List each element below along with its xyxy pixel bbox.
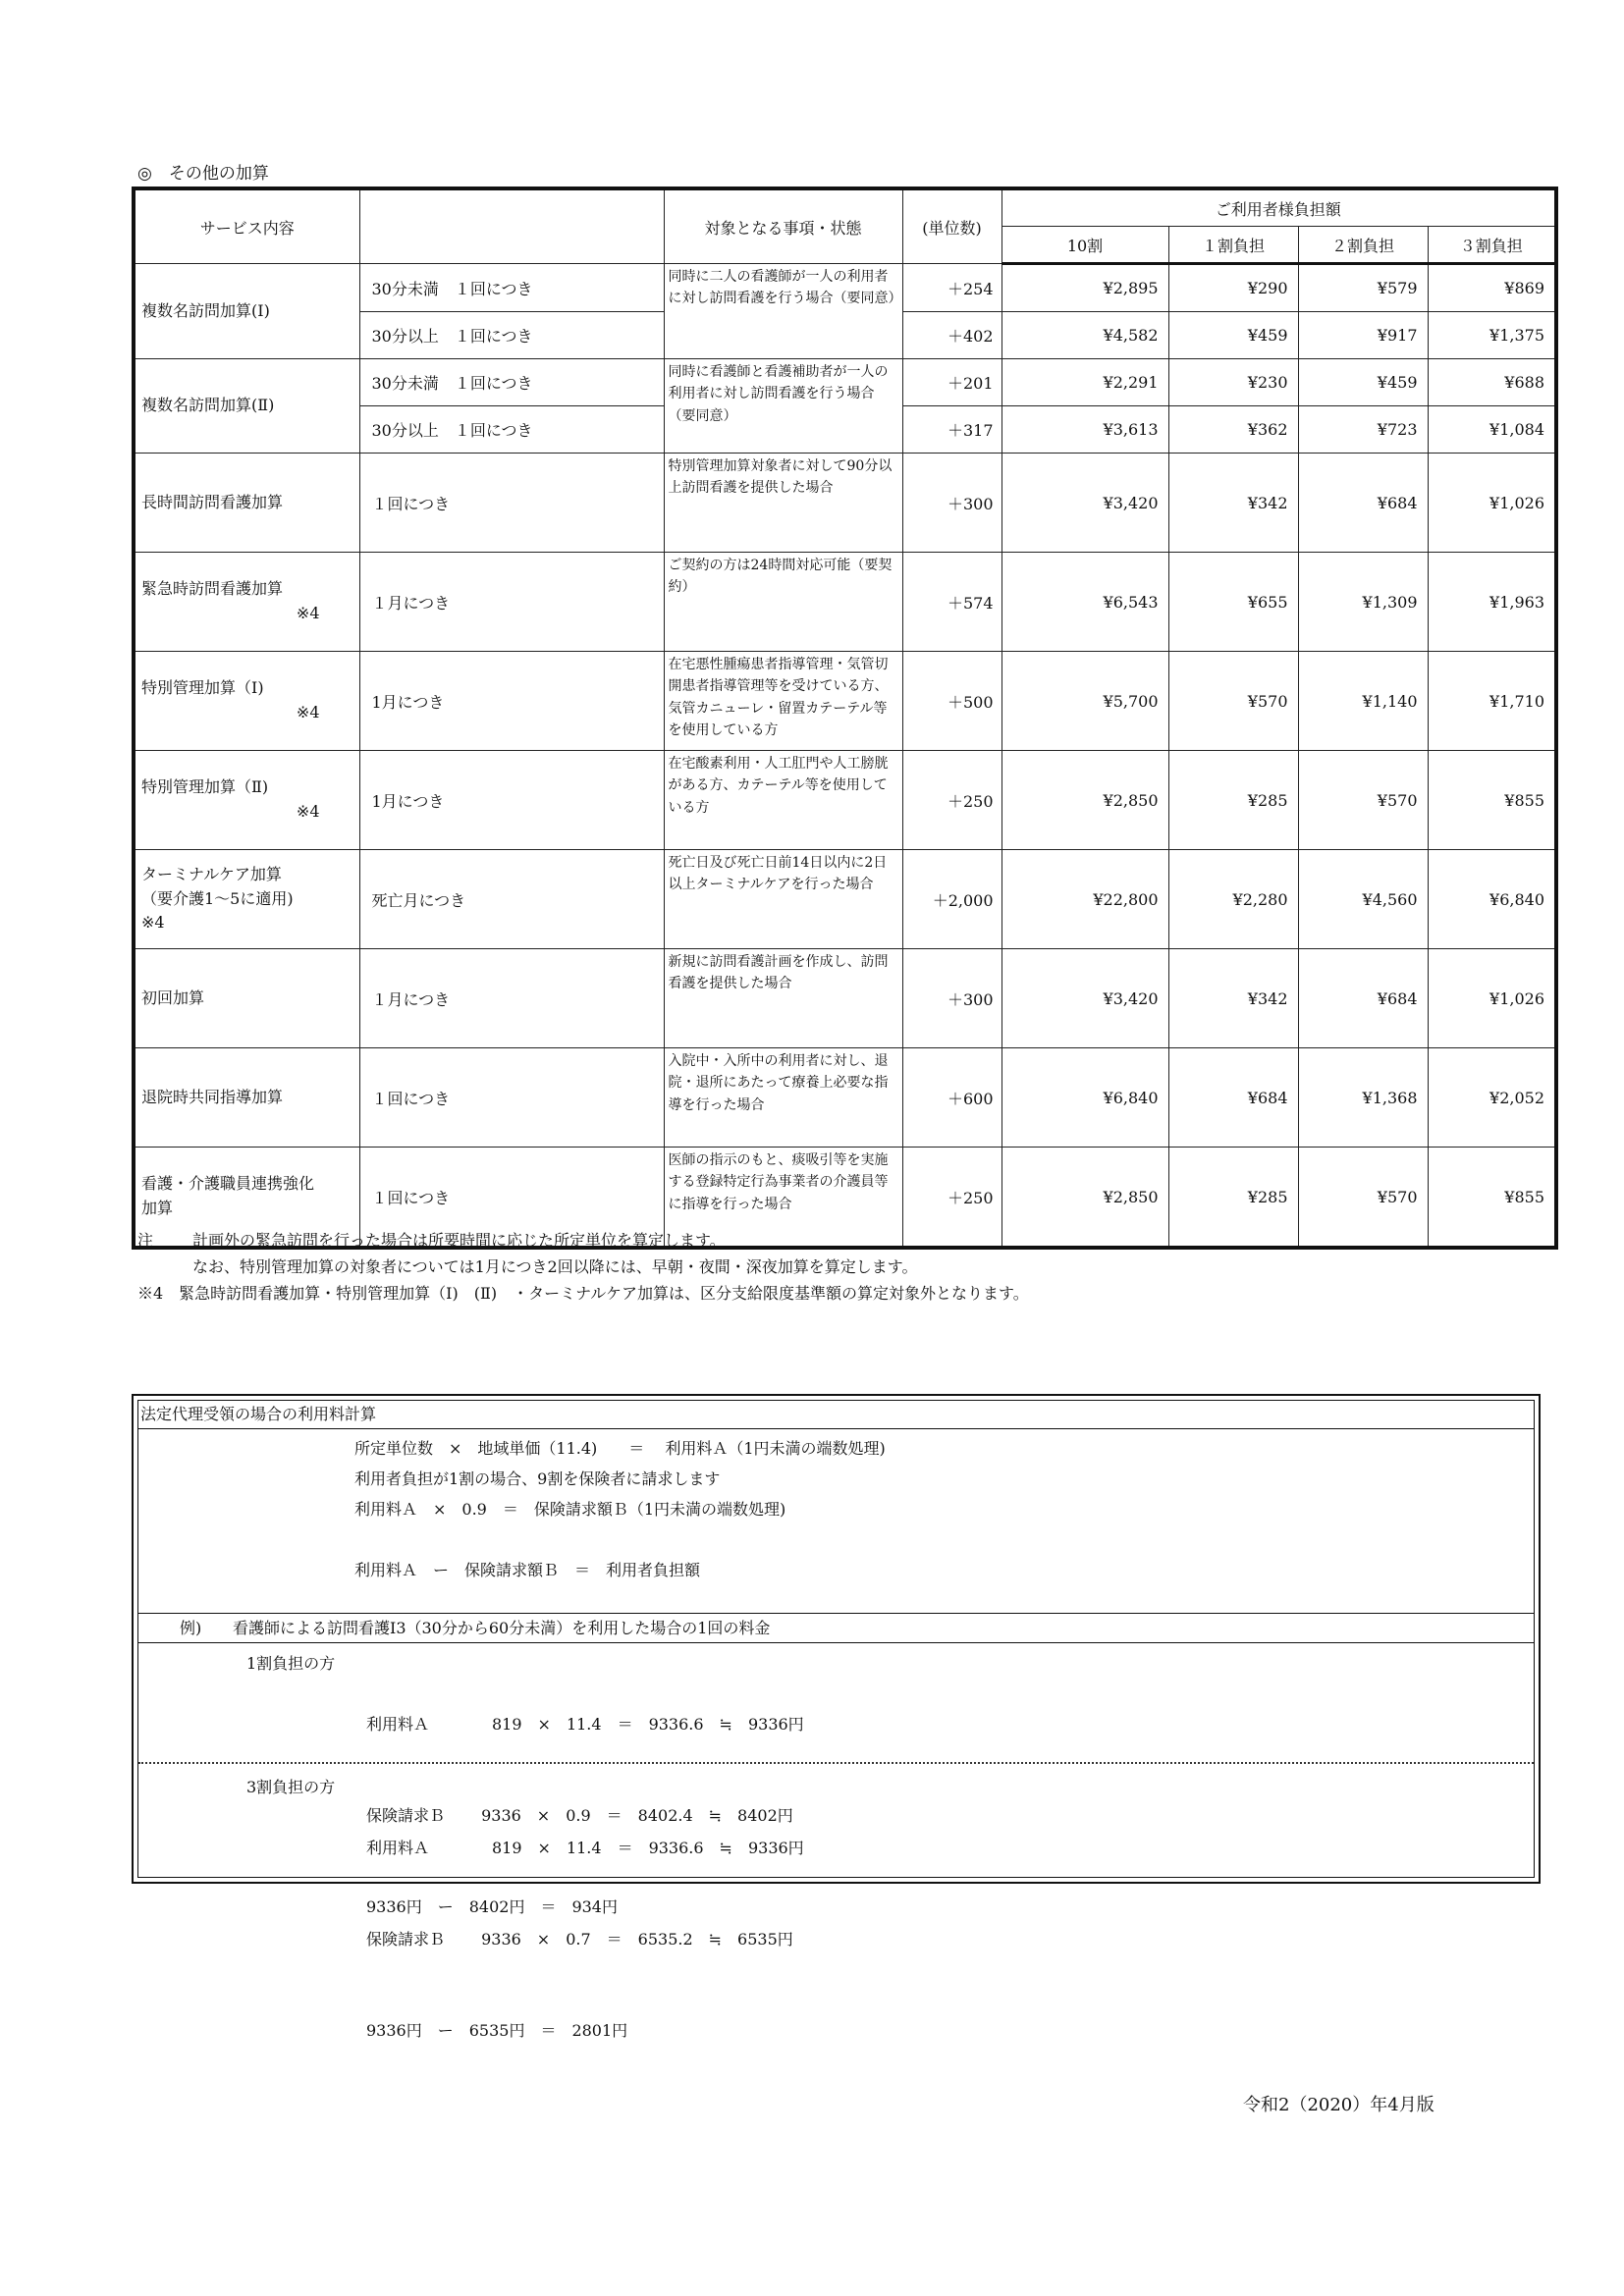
unit-cell: 1月につき [359, 652, 664, 751]
service-name: 退院時共同指導加算 [134, 1048, 359, 1148]
service-name: 特別管理加算（Ⅱ) ※4 [134, 751, 359, 850]
burden-1wari: ¥459 [1168, 312, 1298, 359]
example-header [138, 1613, 1534, 1643]
burden-10wari: ¥5,700 [1001, 652, 1168, 751]
burden-2wari: ¥1,368 [1298, 1048, 1428, 1148]
dotted-divider [138, 1762, 1534, 1764]
burden-3wari: ¥855 [1428, 751, 1556, 850]
burden-2wari: ¥723 [1298, 406, 1428, 454]
units-cell: ＋300 [902, 454, 1001, 553]
calc-line-3: 利用料Ａ × 0.9 ＝ 保険請求額Ｂ（1円未満の端数処理) [354, 1500, 786, 1519]
burden-3wari: ¥1,710 [1428, 652, 1556, 751]
header-3wari: ３割負担 [1428, 227, 1556, 264]
header-units: (単位数) [902, 188, 1001, 264]
burden-10wari: ¥2,850 [1001, 751, 1168, 850]
condition-cell: 死亡日及び死亡日前14日以内に2日以上ターミナルケアを行った場合 [664, 850, 902, 949]
units-cell: ＋574 [902, 553, 1001, 652]
units-cell: ＋254 [902, 264, 1001, 312]
burden-3wari: ¥6,840 [1428, 850, 1556, 949]
table-row [134, 652, 1556, 751]
units-cell: ＋2,000 [902, 850, 1001, 949]
burden-3wari: ¥1,026 [1428, 949, 1556, 1048]
example-label: 例) [180, 1619, 202, 1637]
burden-2wari: ¥684 [1298, 949, 1428, 1048]
burden-3wari: ¥1,084 [1428, 406, 1556, 454]
example-text: 看護師による訪問看護I3（30分から60分未満）を利用した場合の1回の料金 [233, 1619, 771, 1637]
burden-1wari: ¥342 [1168, 454, 1298, 553]
burden-3wari: ¥869 [1428, 264, 1556, 312]
calc-formula [354, 1433, 886, 1585]
service-note: ※4 [296, 604, 320, 622]
header-2wari: ２割負担 [1298, 227, 1428, 264]
example-row: 9336円 ー 8402円 ＝ 934円 [366, 1897, 618, 1916]
service-name: 看護・介護職員連携強化 加算 [134, 1148, 359, 1249]
example-row: 9336円 ー 6535円 ＝ 2801円 [366, 2021, 628, 2040]
burden-10wari: ¥2,850 [1001, 1148, 1168, 1249]
service-name: 長時間訪問看護加算 [134, 454, 359, 553]
condition-cell: 医師の指示のもと、痰吸引等を実施する登録特定行為事業者の介護員等に指導を行った場合 [664, 1148, 902, 1249]
burden-10wari: ¥3,420 [1001, 454, 1168, 553]
burden-10wari: ¥6,543 [1001, 553, 1168, 652]
burden-1wari: ¥290 [1168, 264, 1298, 312]
calc-line-1: 所定単位数 × 地域単価（11.4) ＝ 利用料Ａ（1円未満の端数処理) [354, 1439, 886, 1458]
header-condition: 対象となる事項・状態 [664, 188, 902, 264]
example-who: 3割負担の方 [246, 1778, 336, 1796]
table-row [134, 264, 1556, 312]
unit-cell: 30分以上 １回につき [359, 406, 664, 454]
table-row [134, 553, 1556, 652]
note-label: 注 [137, 1231, 154, 1250]
table-row [134, 359, 1556, 406]
burden-2wari: ¥459 [1298, 359, 1428, 406]
burden-10wari: ¥2,291 [1001, 359, 1168, 406]
burden-1wari: ¥342 [1168, 949, 1298, 1048]
condition-cell: 同時に看護師と看護補助者が一人の利用者に対し訪問看護を行う場合（要同意） [664, 359, 902, 454]
edition-label: 令和2（2020）年4月版 [1243, 2095, 1435, 2115]
example-row: 利用料Ａ 819 × 11.4 ＝ 9336.6 ≒ 9336円 [366, 1715, 804, 1734]
note-line-1: 計画外の緊急訪問を行った場合は所要時間に応じた所定単位を算定します。 [192, 1231, 726, 1250]
burden-3wari: ¥1,375 [1428, 312, 1556, 359]
table-row [134, 751, 1556, 850]
burden-2wari: ¥4,560 [1298, 850, 1428, 949]
unit-cell: 1月につき [359, 751, 664, 850]
table-row [134, 949, 1556, 1048]
unit-cell: 30分未満 １回につき [359, 264, 664, 312]
condition-cell: ご契約の方は24時間対応可能（要契約） [664, 553, 902, 652]
condition-cell: 在宅酸素利用・人工肛門や人工膀胱がある方、カテーテル等を使用している方 [664, 751, 902, 850]
header-1wari: １割負担 [1168, 227, 1298, 264]
burden-3wari: ¥1,026 [1428, 454, 1556, 553]
burden-2wari: ¥917 [1298, 312, 1428, 359]
calc-line-4: 利用料Ａ ー 保険請求額Ｂ ＝ 利用者負担額 [354, 1561, 701, 1579]
service-note: ※4 [296, 703, 320, 721]
example-row: 保険請求Ｂ 9336 × 0.9 ＝ 8402.4 ≒ 8402円 [366, 1806, 793, 1825]
additional-charges-table [132, 187, 1558, 1250]
unit-cell: １回につき [359, 454, 664, 553]
condition-cell: 在宅悪性腫瘍患者指導管理・気管切開患者指導管理等を受けている方、気管カニューレ・留置カテーテル等を使用している方 [664, 652, 902, 751]
unit-cell: 30分以上 １回につき [359, 312, 664, 359]
burden-1wari: ¥285 [1168, 751, 1298, 850]
table-row [134, 1048, 1556, 1148]
burden-1wari: ¥2,280 [1168, 850, 1298, 949]
example-row: 保険請求Ｂ 9336 × 0.7 ＝ 6535.2 ≒ 6535円 [366, 1930, 793, 1949]
units-cell: ＋201 [902, 359, 1001, 406]
condition-cell: 入院中・入所中の利用者に対し、退院・退所にあたって療養上必要な指導を行った場合 [664, 1048, 902, 1148]
example-row: 利用料Ａ 819 × 11.4 ＝ 9336.6 ≒ 9336円 [366, 1839, 804, 1857]
burden-1wari: ¥362 [1168, 406, 1298, 454]
burden-10wari: ¥22,800 [1001, 850, 1168, 949]
service-name: 複数名訪問加算(Ⅱ) [134, 359, 359, 454]
burden-1wari: ¥570 [1168, 652, 1298, 751]
units-cell: ＋402 [902, 312, 1001, 359]
unit-cell: 死亡月につき [359, 850, 664, 949]
service-name: 緊急時訪問看護加算 ※4 [134, 553, 359, 652]
burden-3wari: ¥1,963 [1428, 553, 1556, 652]
calc-line-2: 利用者負担が1割の場合、9割を保険者に請求します [354, 1469, 721, 1488]
burden-1wari: ¥684 [1168, 1048, 1298, 1148]
note-line-3: ※4 緊急時訪問看護加算・特別管理加算（Ⅰ) (Ⅱ) ・ターミナルケア加算は、区分支給限度基準額の算定対象外となります。 [137, 1284, 1029, 1303]
condition-cell: 特別管理加算対象者に対して90分以上訪問看護を提供した場合 [664, 454, 902, 553]
service-note: ※4 [296, 802, 320, 821]
burden-2wari: ¥570 [1298, 1148, 1428, 1249]
table-row [134, 454, 1556, 553]
service-name: 複数名訪問加算(Ⅰ) [134, 264, 359, 359]
header-burden-group: ご利用者様負担額 [1001, 188, 1556, 227]
service-name: 特別管理加算（Ⅰ) ※4 [134, 652, 359, 751]
units-cell: ＋250 [902, 1148, 1001, 1249]
burden-2wari: ¥579 [1298, 264, 1428, 312]
units-cell: ＋300 [902, 949, 1001, 1048]
burden-3wari: ¥855 [1428, 1148, 1556, 1249]
burden-10wari: ¥3,613 [1001, 406, 1168, 454]
header-service: サービス内容 [134, 188, 359, 264]
burden-10wari: ¥2,895 [1001, 264, 1168, 312]
burden-10wari: ¥3,420 [1001, 949, 1168, 1048]
unit-cell: 30分未満 １回につき [359, 359, 664, 406]
burden-2wari: ¥570 [1298, 751, 1428, 850]
burden-3wari: ¥688 [1428, 359, 1556, 406]
service-name: ターミナルケア加算 （要介護1～5に適用) ※4 [134, 850, 359, 949]
note-line-2: なお、特別管理加算の対象者については1月につき2回以降には、早朝・夜間・深夜加算を算定します。 [192, 1257, 918, 1276]
units-cell: ＋250 [902, 751, 1001, 850]
burden-1wari: ¥230 [1168, 359, 1298, 406]
unit-cell: １月につき [359, 949, 664, 1048]
burden-3wari: ¥2,052 [1428, 1048, 1556, 1148]
fee-calculation-box [132, 1394, 1541, 2040]
burden-2wari: ¥1,140 [1298, 652, 1428, 751]
header-blank [359, 188, 664, 264]
burden-2wari: ¥684 [1298, 454, 1428, 553]
condition-cell: 同時に二人の看護師が一人の利用者に対し訪問看護を行う場合（要同意） [664, 264, 902, 359]
units-cell: ＋317 [902, 406, 1001, 454]
table-notes [137, 1227, 1029, 1307]
table-row [134, 850, 1556, 949]
burden-1wari: ¥285 [1168, 1148, 1298, 1249]
service-name: 初回加算 [134, 949, 359, 1048]
unit-cell: １回につき [359, 1048, 664, 1148]
example-who: 1割負担の方 [246, 1654, 336, 1673]
section-title: ◎ その他の加算 [137, 164, 269, 184]
units-cell: ＋600 [902, 1048, 1001, 1148]
burden-10wari: ¥4,582 [1001, 312, 1168, 359]
unit-cell: １月につき [359, 553, 664, 652]
units-cell: ＋500 [902, 652, 1001, 751]
burden-10wari: ¥6,840 [1001, 1048, 1168, 1148]
burden-1wari: ¥655 [1168, 553, 1298, 652]
header-10wari: 10割 [1001, 227, 1168, 264]
burden-2wari: ¥1,309 [1298, 553, 1428, 652]
unit-cell: １回につき [359, 1148, 664, 1249]
calc-title: 法定代理受領の場合の利用料計算 [138, 1401, 1534, 1429]
condition-cell: 新規に訪問看護計画を作成し、訪問看護を提供した場合 [664, 949, 902, 1048]
